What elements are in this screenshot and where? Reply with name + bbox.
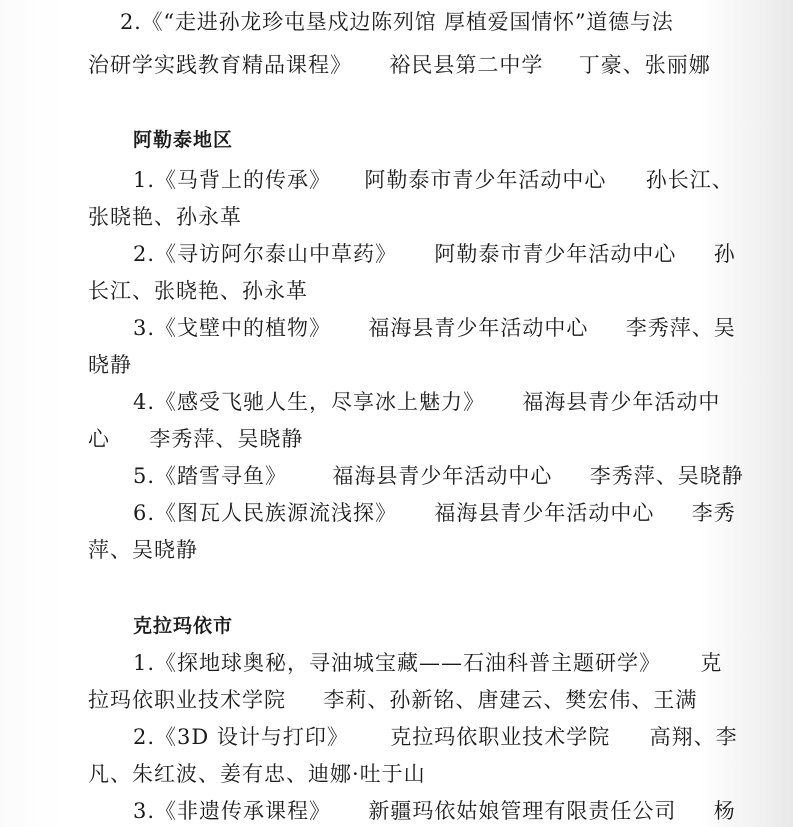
altay-item-6-people-part2: 萍、吴晓静 (88, 538, 198, 562)
karamay-item-3-line-1 (133, 801, 736, 822)
altay-item-4-line-2 (88, 429, 303, 450)
altay-item-4-organization-part1: 福海县青少年活动中 (522, 390, 721, 414)
altay-item-1-organization: 阿勒泰市青少年活动中心 (364, 168, 607, 192)
section-heading-altay: 阿勒泰地区 (133, 129, 234, 151)
altay-item-4-organization-part2: 心 (88, 427, 110, 451)
altay-item-2-line-2 (88, 281, 308, 302)
karamay-item-1-organization-part1: 克 (700, 651, 723, 675)
altay-item-3-people-part1: 李秀萍、吴 (625, 316, 736, 340)
altay-item-2-title: 2.《寻访阿尔泰山中草药》 (133, 242, 398, 266)
karamay-item-3-organization: 新疆玛依姑娘管理有限责任公司 (368, 799, 677, 823)
altay-item-3-organization: 福海县青少年活动中心 (368, 316, 589, 340)
altay-item-4-people: 李秀萍、吴晓静 (149, 427, 304, 451)
karamay-item-2-organization: 克拉玛依职业技术学院 (390, 725, 611, 749)
altay-item-5-people: 李秀萍、吴晓静 (589, 464, 744, 488)
altay-item-6-organization: 福海县青少年活动中心 (434, 501, 655, 525)
karamay-item-3-title: 3.《非遗传承课程》 (133, 799, 332, 823)
altay-item-5-title: 5.《踏雪寻鱼》 (133, 464, 288, 488)
altay-item-6-people-part1: 李秀 (691, 501, 736, 525)
altay-item-6-title: 6.《图瓦人民族源流浅探》 (133, 501, 398, 525)
karamay-item-2-line-2 (88, 764, 426, 785)
altay-item-1-people-part2: 张晓艳、孙永革 (88, 205, 242, 229)
item-2-organization: 裕民县第二中学 (389, 53, 544, 77)
item-2-line-2 (88, 55, 711, 76)
altay-item-6-line-1 (133, 503, 736, 524)
altay-item-1-title: 1.《马背上的传承》 (133, 168, 332, 192)
item-2-line-1 (120, 12, 674, 33)
karamay-item-1-people: 李莉、孙新铭、唐建云、樊宏伟、王满 (323, 688, 698, 712)
altay-item-3-line-2 (88, 355, 132, 376)
karamay-item-2-people-part1: 高翔、李 (649, 725, 738, 749)
altay-item-5-organization: 福海县青少年活动中心 (332, 464, 553, 488)
altay-item-1-people-part1: 孙长江、 (645, 168, 734, 192)
karamay-item-1-line-2 (88, 690, 697, 711)
karamay-item-1-organization-part2: 拉玛依职业技术学院 (88, 688, 286, 712)
altay-item-4-title: 4.《感受飞驰人生，尽享冰上魅力》 (133, 390, 486, 414)
karamay-item-3-people-part1: 杨 (713, 799, 736, 823)
karamay-item-2-line-1 (133, 727, 738, 748)
altay-item-1-line-1 (133, 170, 734, 191)
altay-item-4-line-1 (133, 392, 720, 413)
altay-item-2-people-part2: 长江、张晓艳、孙永革 (88, 279, 308, 303)
altay-item-3-title: 3.《戈壁中的植物》 (133, 316, 332, 340)
altay-item-3-people-part2: 晓静 (88, 353, 132, 377)
section-heading-karamay: 克拉玛依市 (133, 615, 234, 637)
karamay-item-2-people-part2: 凡、朱红波、姜有忠、迪娜·吐于山 (88, 762, 426, 786)
karamay-item-1-title: 1.《探地球奥秘，寻油城宝藏——石油科普主题研学》 (133, 651, 662, 675)
altay-item-3-line-1 (133, 318, 736, 339)
altay-item-2-line-1 (133, 244, 736, 265)
altay-item-1-line-2 (88, 207, 242, 228)
item-2-title-part2: 治研学实践教育精品课程》 (88, 53, 352, 77)
karamay-item-2-title: 2.《3D 设计与打印》 (133, 725, 349, 749)
altay-item-6-line-2 (88, 540, 198, 561)
karamay-item-1-line-1 (133, 653, 722, 674)
item-2-title-part1: 2.《“走进孙龙珍屯垦戍边陈列馆 厚植爱国情怀”道德与法 (120, 10, 674, 34)
altay-item-2-people-part1: 孙 (713, 242, 736, 266)
altay-item-5-line-1 (133, 466, 744, 487)
item-2-people: 丁豪、张丽娜 (578, 53, 711, 77)
altay-item-2-organization: 阿勒泰市青少年活动中心 (434, 242, 677, 266)
